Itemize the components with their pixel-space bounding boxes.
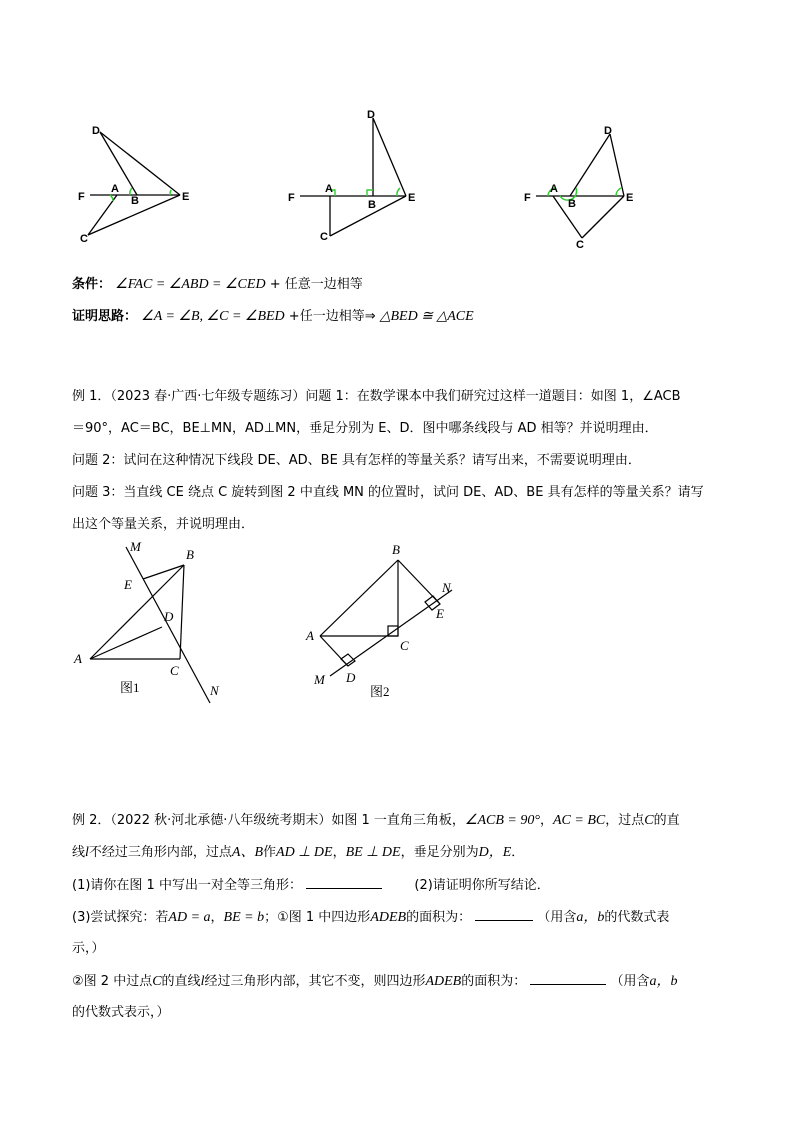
answer-blank[interactable] [306, 876, 382, 889]
text: ， [210, 910, 224, 925]
math: D，E [478, 845, 512, 860]
label-d: D [604, 125, 612, 137]
label-e: E [182, 191, 190, 203]
proof-idea-math-2: △BED ≅ △ACE [379, 309, 474, 324]
text: ；①图 1 中四边形 [264, 910, 371, 925]
example2-line-6 [72, 972, 678, 991]
text: 作 [263, 845, 277, 860]
example2-line-4 [72, 908, 669, 927]
label-f: F [524, 192, 531, 204]
text: ． [511, 845, 525, 860]
text: 经过三角形内部，其它不变，则四边形 [204, 974, 426, 989]
text: ，过点 [605, 813, 645, 828]
text: (3)尝试探究：若 [72, 910, 169, 925]
text: 的直线 [161, 974, 201, 989]
example2-line-7: 的代数式表示，） [72, 1005, 170, 1020]
figure-caption: 图2 [370, 684, 390, 699]
text: （用含 [610, 974, 650, 989]
math: a，b [649, 974, 678, 989]
math: A、B [231, 845, 264, 860]
label-d: D [367, 109, 375, 121]
example1-figure-2 [300, 540, 480, 710]
text: 不经过三角形内部，过点 [88, 845, 232, 860]
label-b: B [186, 547, 194, 562]
label-b: B [392, 542, 400, 557]
label-b: B [131, 195, 139, 207]
conditions-tail: + 任意一边相等 [269, 277, 363, 292]
label-a: A [306, 628, 314, 643]
text: ， [332, 845, 346, 860]
figure-top-3 [520, 120, 660, 250]
figure-top-1 [70, 120, 210, 250]
proof-idea-mid: +任一边相等⇒ [288, 309, 376, 324]
math: l [85, 845, 89, 860]
label-e: E [436, 606, 444, 621]
math: l [200, 974, 205, 989]
proof-idea-title: 证明思路： [72, 309, 138, 324]
question-2: (2)请证明你所写结论． [414, 878, 550, 893]
proof-idea-math-1: ∠A = ∠B, ∠C = ∠BED [141, 309, 285, 324]
text: 例 2．（2022 秋·河北承德·八年级统考期末）如图 1 一直角三角板， [72, 813, 465, 828]
math: AD = a [168, 910, 211, 925]
text: 的直 [653, 813, 680, 828]
label-e: E [408, 192, 416, 204]
label-c: C [320, 231, 328, 243]
example2-line-1 [72, 812, 680, 830]
label-a: A [550, 183, 558, 195]
label-a: A [325, 183, 333, 195]
label-a: A [74, 651, 82, 666]
label-d: D [92, 125, 100, 137]
math: C [152, 974, 162, 989]
label-c: C [80, 233, 88, 245]
label-f: F [288, 192, 295, 204]
label-d: D [164, 609, 174, 624]
conditions-math: ∠FAC = ∠ABD = ∠CED [115, 277, 266, 292]
math: ADEB [370, 910, 407, 925]
text: ，垂足分别为 [400, 845, 479, 860]
text: 线 [72, 845, 86, 860]
answer-blank[interactable] [530, 972, 606, 985]
example1-line-4: 问题 3：当直线 CE 绕点 C 旋转到图 2 中直线 MN 的位置时，试问 DE、AD、BE 具有怎样的等量关系？请写 [72, 485, 704, 500]
math: BE ⊥ DE [345, 845, 401, 860]
text: ②图 2 中过点 [72, 974, 153, 989]
label-n: N [442, 580, 451, 595]
text: 的面积为： [406, 910, 472, 925]
example1-line-3: 问题 2：试问在这种情况下线段 DE、AD、BE 具有怎样的等量关系？请写出来，不需要说明理由． [72, 453, 641, 468]
example1-figure-1 [60, 535, 240, 715]
label-e: E [124, 577, 132, 592]
math: ADEB [425, 974, 462, 989]
figure-top-2 [280, 100, 430, 250]
label-a: A [111, 183, 119, 195]
label-c: C [400, 638, 409, 653]
text: （用含 [537, 910, 577, 925]
question-1: (1)请你在图 1 中写出一对全等三角形： [72, 878, 302, 893]
math: ∠ACB = 90° [464, 813, 540, 828]
math: a，b [576, 910, 605, 925]
label-m: M [130, 539, 141, 554]
math: AD ⊥ DE [276, 845, 333, 860]
label-e: E [626, 192, 634, 204]
figure-caption: 图1 [120, 680, 140, 695]
label-d: D [346, 670, 356, 685]
conditions-title: 条件： [72, 277, 112, 292]
label-c: C [170, 663, 179, 678]
text: ， [539, 813, 553, 828]
example1-line-5: 出这个等量关系，并说明理由． [72, 517, 255, 532]
label-f: F [78, 191, 85, 203]
example2-line-3 [72, 876, 550, 895]
label-b: B [568, 198, 576, 210]
label-m: M [314, 672, 325, 687]
math: BE = b [223, 910, 265, 925]
math: AC = BC [552, 813, 606, 828]
label-c: C [576, 239, 584, 251]
answer-blank[interactable] [475, 908, 533, 921]
proof-idea-line [72, 308, 474, 326]
text: 的代数式表 [604, 910, 670, 925]
example2-line-2 [72, 844, 524, 862]
text: 的面积为： [461, 974, 527, 989]
conditions-line [72, 276, 363, 294]
label-b: B [368, 199, 376, 211]
example1-line-2: ＝90°，AC＝BC，BE⊥MN，AD⊥MN，垂足分别为 E、D．图中哪条线段与 AD 相等？并说明理由． [72, 421, 658, 436]
math: C [644, 813, 654, 828]
example2-line-5: 示，） [72, 941, 105, 956]
example1-line-1: 例 1．（2023 春·广西·七年级专题练习）问题 1：在数学课本中我们研究过这样一道题目：如图 1，∠ACB [72, 389, 681, 404]
label-n: N [210, 683, 219, 698]
